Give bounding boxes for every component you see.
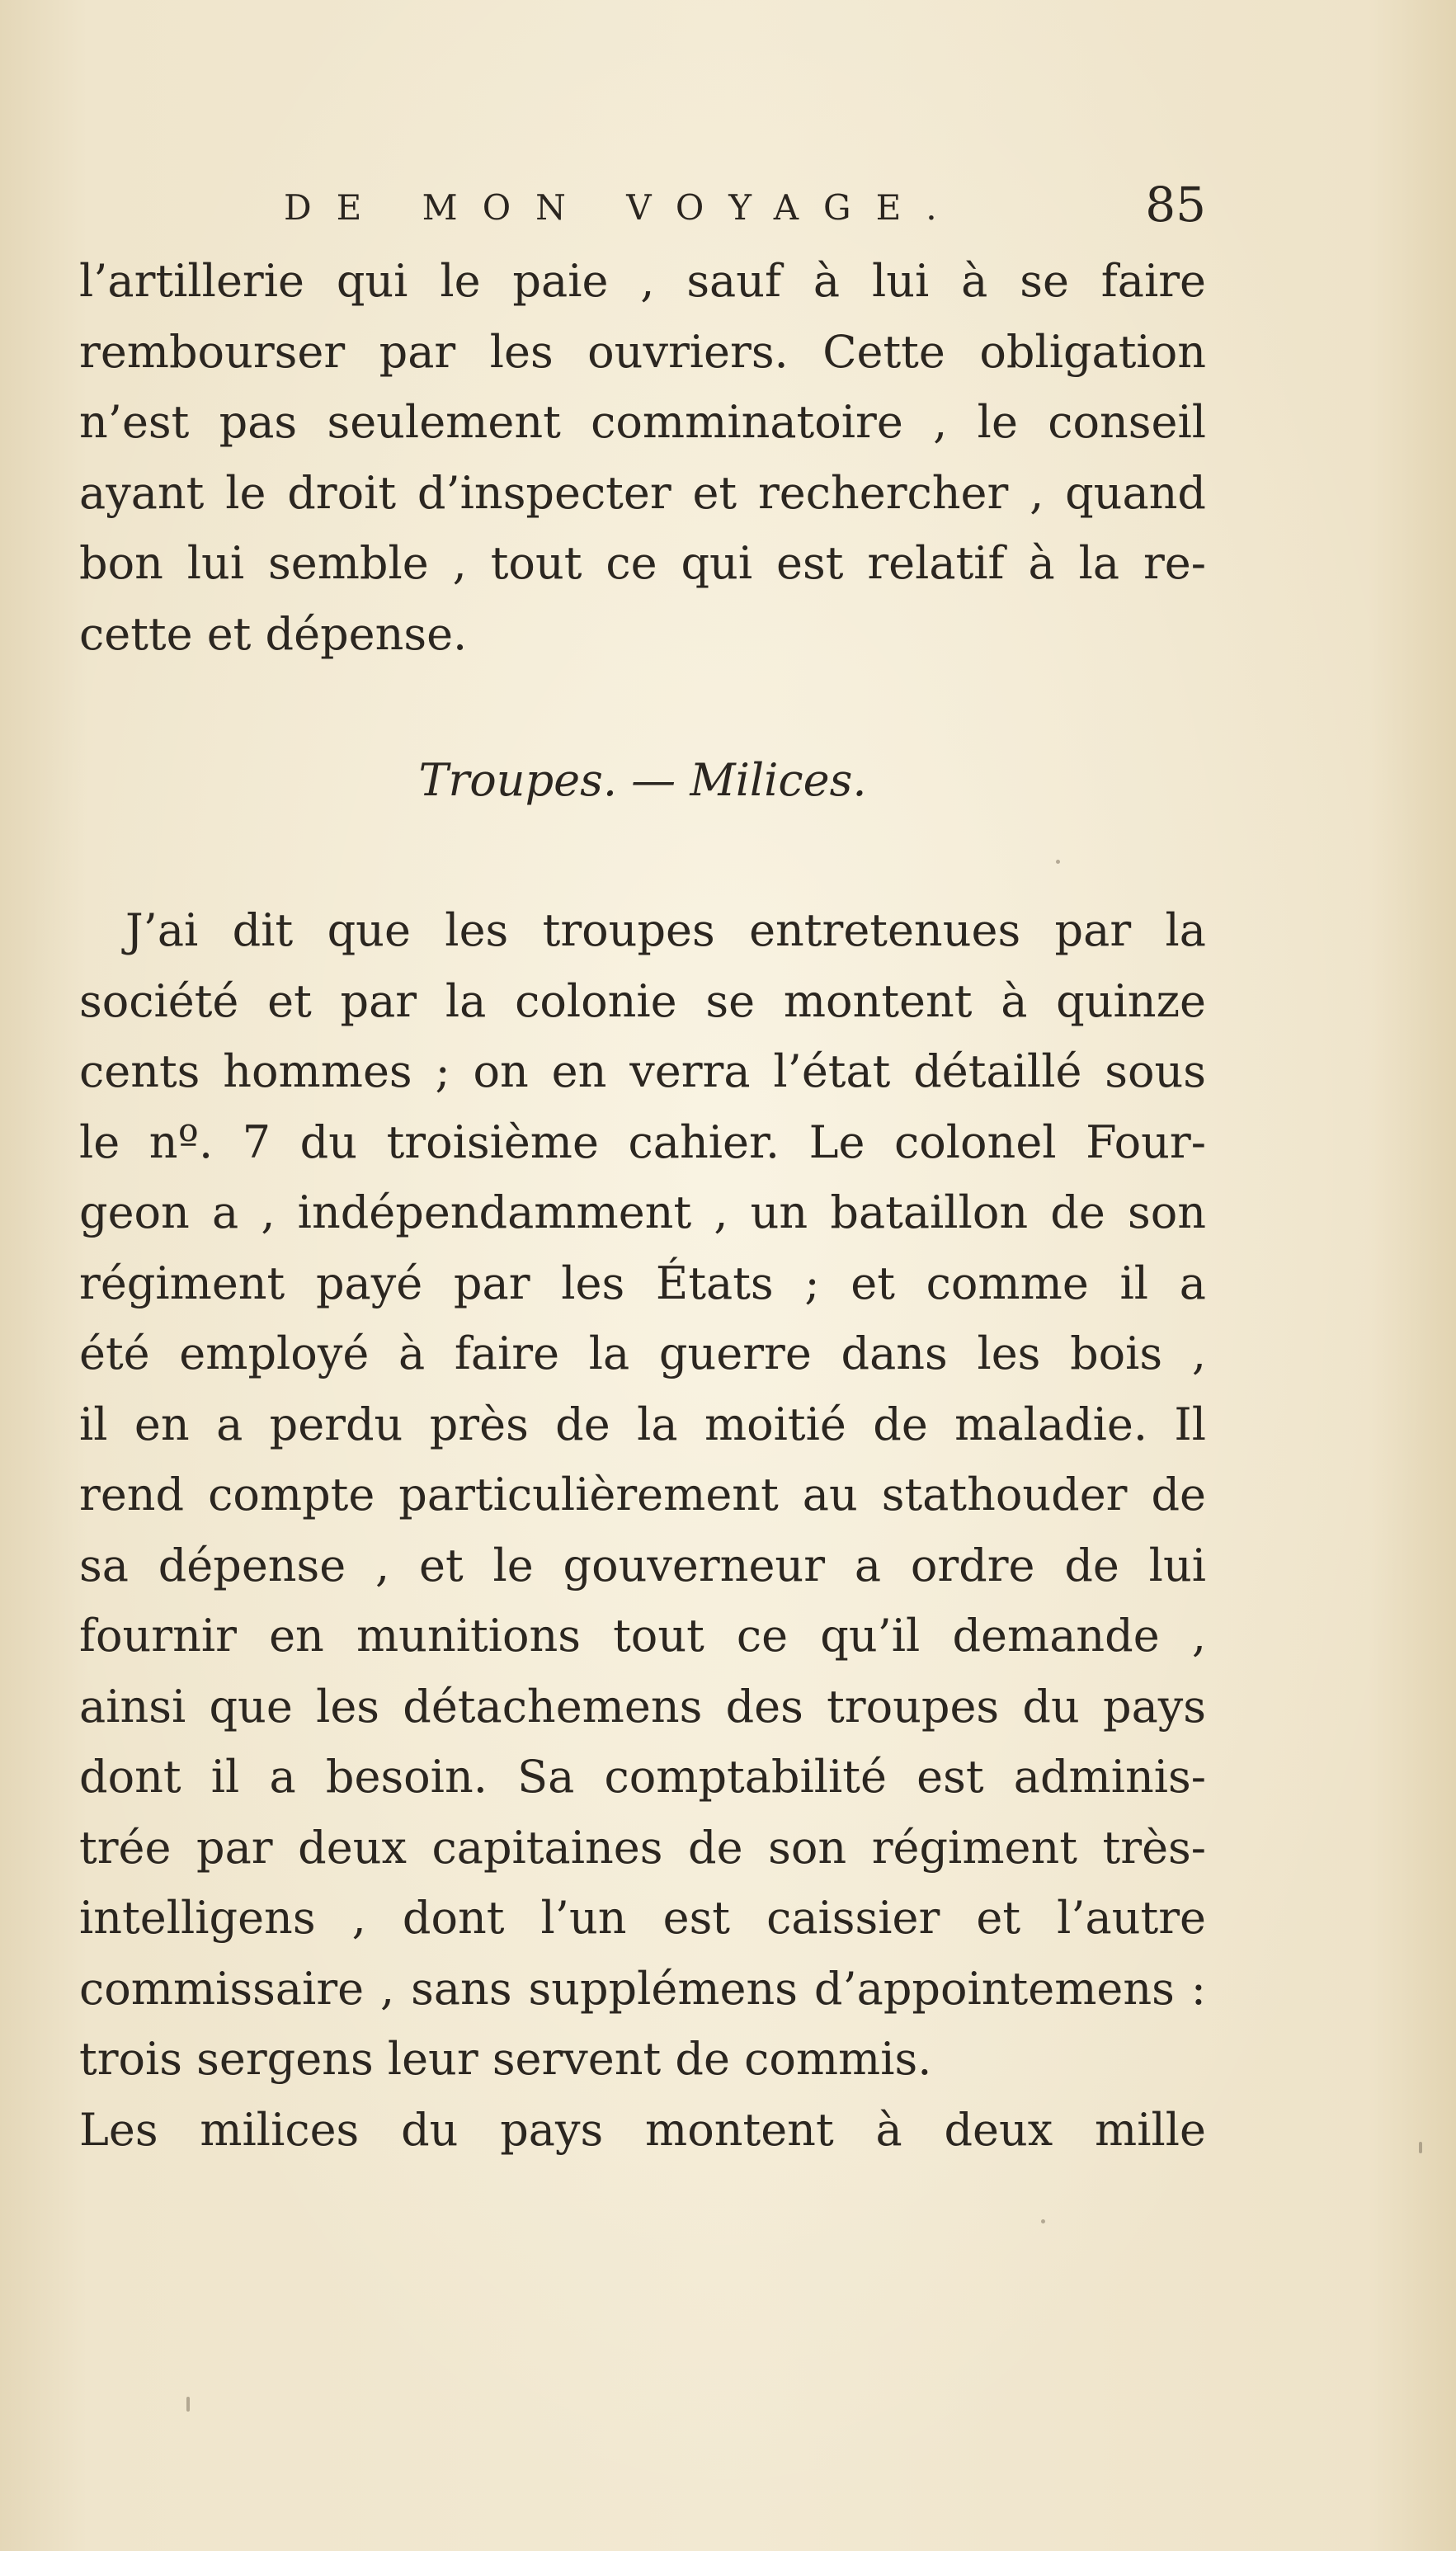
text-line: rembourser par les ouvriers. Cette obligation [79, 325, 1206, 378]
text-line: geon a , indépendamment , un bataillon de son [79, 1186, 1206, 1238]
text-line: ainsi que les détachemens des troupes du pays [79, 1680, 1206, 1733]
text-line: régiment payé par les États ; et comme il a [79, 1257, 1206, 1309]
text-line: fournir en munitions tout ce qu’il demande , [79, 1610, 1206, 1662]
text-line: il en a perdu près de la moitié de maladie. Il [79, 1398, 1206, 1450]
section-heading: Troupes. — Milices. [418, 754, 867, 806]
text-line: rend compte particulièrement au stathouder de [79, 1469, 1206, 1521]
text-line: commissaire , sans supplémens d’appointemens : [79, 1962, 1206, 2015]
paper-speck [1419, 2142, 1422, 2153]
text-line: n’est pas seulement comminatoire , le conseil [79, 396, 1206, 448]
text-line: dont il a besoin. Sa comptabilité est adminis- [79, 1751, 1206, 1803]
paper-speck [1041, 2219, 1045, 2223]
text-line: J’ai dit que les troupes entretenues par la [125, 904, 1206, 956]
running-title: DE MON VOYAGE. [284, 187, 962, 228]
paragraph-2 [79, 895, 1206, 2165]
page-number: 85 [1145, 177, 1206, 233]
paper-speck [1056, 860, 1060, 864]
text-line: été employé à faire la guerre dans les bois , [79, 1327, 1206, 1379]
paragraph-1 [79, 246, 1206, 669]
text-line: sa dépense , et le gouverneur a ordre de lui [79, 1539, 1206, 1591]
text-line: trée par deux capitaines de son régiment très- [79, 1821, 1206, 1874]
text-line: intelligens , dont l’un est caissier et l’autre [79, 1892, 1206, 1944]
text-line: ayant le droit d’inspecter et rechercher , quand [79, 466, 1206, 519]
text-line: le nº. 7 du troisième cahier. Le colonel Four- [79, 1115, 1206, 1168]
paper-speck [186, 2397, 190, 2412]
text-line: l’artillerie qui le paie , sauf à lui à se faire [79, 255, 1206, 307]
text-line: bon lui semble , tout ce qui est relatif à la re- [79, 537, 1206, 589]
text-line: cents hommes ; on en verra l’état détaillé sous [79, 1045, 1206, 1097]
text-line: Les milices du pays montent à deux mille [79, 2103, 1206, 2156]
text-line: trois sergens leur servent de commis. [79, 2033, 932, 2085]
text-line: cette et dépense. [79, 607, 468, 660]
running-head [79, 172, 1206, 238]
text-line: société et par la colonie se montent à quinze [79, 974, 1206, 1027]
